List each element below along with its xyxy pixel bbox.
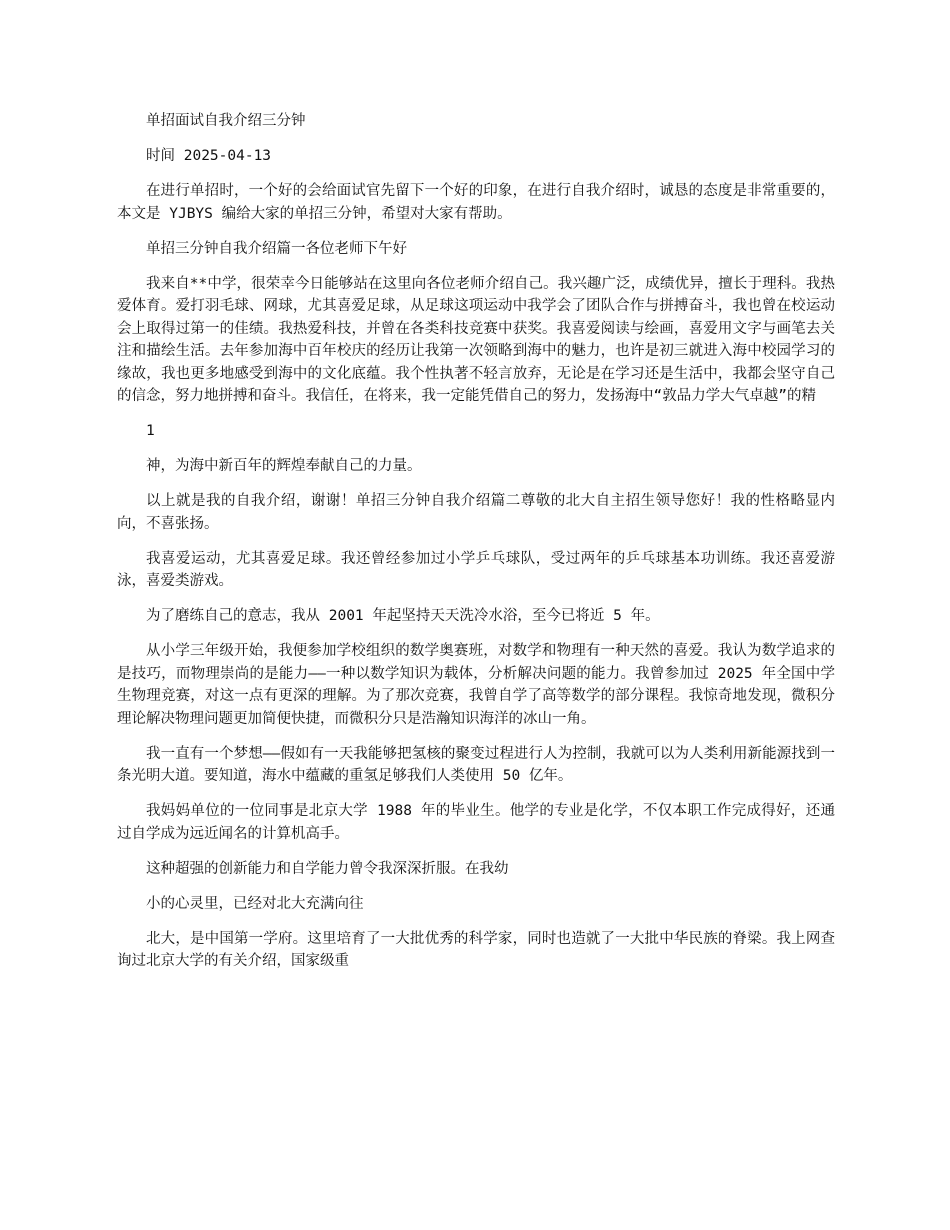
- page-number: 1: [146, 423, 155, 439]
- paragraph: 小的心灵里，已经对北大充满向往: [146, 895, 364, 912]
- document-body: [117, 110, 835, 985]
- paragraph: 神，为海中新百年的辉煌奉献自己的力量。: [146, 458, 422, 474]
- date-line: 时间 2025-04-13: [146, 148, 272, 164]
- section-heading: 单招三分钟自我介绍篇一各位老师下午好: [146, 240, 407, 257]
- document-title: 单招面试自我介绍三分钟: [146, 113, 306, 129]
- paragraph: 我来自**中学，很荣幸今日能够站在这里向各位老师介绍自己。我兴趣广泛，成绩优异，擅长于理科。我热爱体育。爱打羽毛球、网球，尤其喜爱足球，从足球这项运动中我学会了团队合作与拼搏奋斗，我也曾在校运动会上取得过第一的佳绩。我热爱科技，并曾在各类科技竞赛中获奖。我喜爱阅读与绘画，喜爱用文字与画笔去关注和描绘生活。去年参加海中百年校庆的经历让我第一次领略到海中的魅力，也许是初三就进入海中校园学习的缘故，我也更多地感受到海中的文化底蕴。我个性执著不轻言放弃，无论是在学习还是生活中，我都会坚守自己的信念，努力地拼搏和奋斗。我信任，在将来，我一定能凭借自己的努力，发扬海中“敦品力学大气卓越”的精: [117, 275, 835, 404]
- paragraph: 北大，是中国第一学府。这里培育了一大批优秀的科学家，同时也造就了一大批中华民族的脊梁。我上网查询过北京大学的有关介绍，国家级重: [117, 930, 835, 969]
- paragraph: 我一直有一个梦想——假如有一天我能够把氢核的聚变过程进行人为控制，我就可以为人类利用新能源找到一条光明大道。要知道，海水中蕴藏的重氢足够我们人类使用 50 亿年。: [117, 745, 835, 784]
- intro-paragraph: 在进行单招时，一个好的会给面试官先留下一个好的印象，在进行自我介绍时，诚恳的态度是非常重要的，本文是 YJBYS 编给大家的单招三分钟，希望对大家有帮助。: [117, 183, 835, 222]
- paragraph: 以上就是我的自我介绍，谢谢！单招三分钟自我介绍篇二尊敬的北大自主招生领导您好！我的性格略显内向，不喜张扬。: [117, 493, 835, 532]
- paragraph: 从小学三年级开始，我便参加学校组织的数学奥赛班，对数学和物理有一种天然的喜爱。我认为数学追求的是技巧，而物理崇尚的是能力——一种以数学知识为载体，分析解决问题的能力。我曾参加过 2025 年全国中学生物理竞赛，对这一点有更深的理解。为了那次竞赛，我曾自学了高等数学的部分课程。我惊奇地发现，微积分理论解决物理问题更加简便快捷，而微积分只是浩瀚知识海洋的冰山一角。: [117, 643, 835, 727]
- paragraph: 这种超强的创新能力和自学能力曾令我深深折服。在我幼: [146, 860, 509, 877]
- paragraph: 为了磨练自己的意志，我从 2001 年起坚持天天洗冷水浴，至今已将近 5 年。: [146, 608, 660, 624]
- paragraph: 我喜爱运动，尤其喜爱足球。我还曾经参加过小学乒乓球队，受过两年的乒乓球基本功训练。我还喜爱游泳，喜爱类游戏。: [117, 550, 835, 589]
- paragraph: 我妈妈单位的一位同事是北京大学 1988 年的毕业生。他学的专业是化学，不仅本职工作完成得好，还通过自学成为远近闻名的计算机高手。: [117, 803, 835, 842]
